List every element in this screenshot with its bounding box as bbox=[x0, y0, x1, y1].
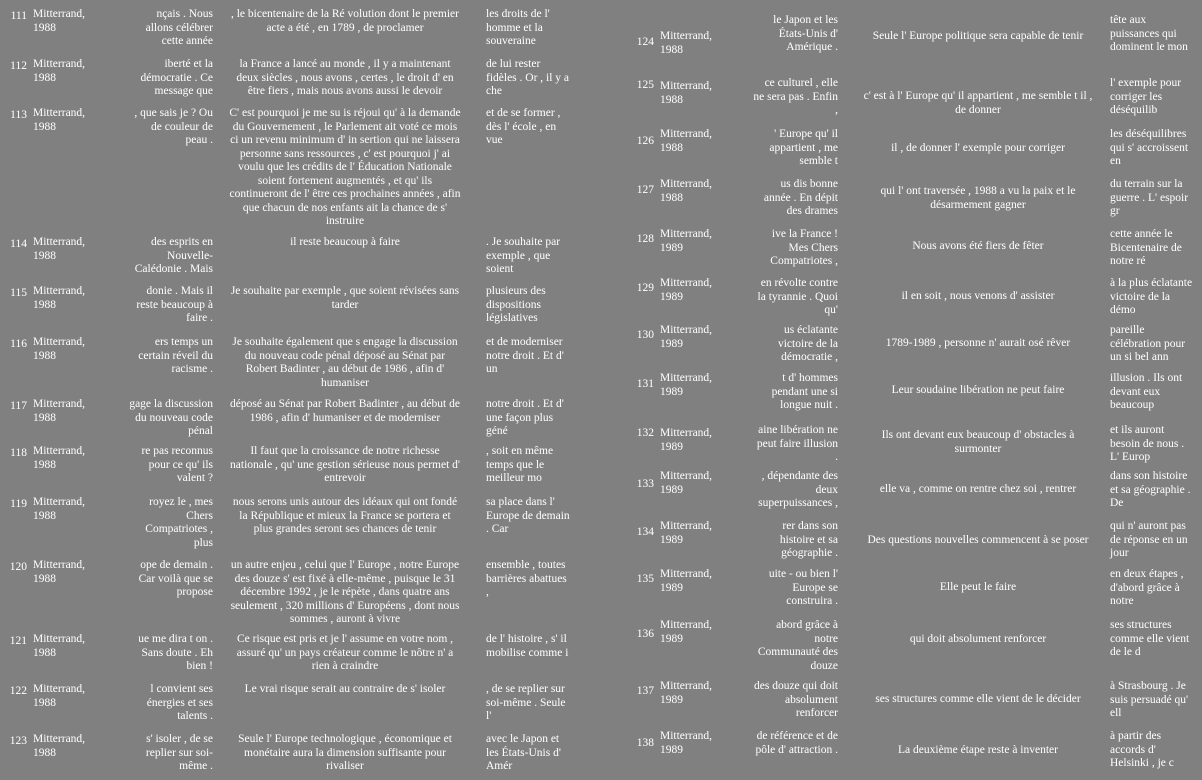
keyword-context: Leur soudaine libération ne peut faire bbox=[891, 384, 1065, 396]
left-context: aine libération ne peut faire illusion . bbox=[756, 424, 838, 463]
author-year: Mitterrand, 1988 bbox=[33, 683, 86, 709]
right-context: tête aux puissances qui dominent le mon bbox=[1110, 14, 1188, 53]
line-number: 121 bbox=[9, 635, 27, 647]
keyword-context: ses structures comme elle vient de le décider bbox=[875, 693, 1081, 705]
left-context: l convient ses énergies et ses talents . bbox=[146, 683, 213, 722]
line-number: 118 bbox=[10, 447, 27, 459]
right-context: dans son histoire et sa géographie . De bbox=[1110, 470, 1191, 509]
line-number: 123 bbox=[9, 735, 27, 747]
right-context: ensemble , toutes barrières abattues , bbox=[486, 559, 567, 598]
left-context: nçais . Nous allons célébrer cette année bbox=[145, 8, 213, 47]
line-number: 127 bbox=[636, 184, 654, 196]
right-context: à Strasbourg . Je suis persuadé qu' ell bbox=[1110, 680, 1189, 719]
line-number: 122 bbox=[9, 685, 27, 697]
line-number: 115 bbox=[10, 287, 27, 299]
left-context: s' isoler , de se replier sur soi- même . bbox=[145, 733, 213, 772]
line-number: 136 bbox=[636, 628, 654, 640]
left-context: us éclatante victoire de la démocratie , bbox=[777, 324, 838, 363]
author-year: Mitterrand, 1989 bbox=[660, 427, 713, 453]
keyword-context: un autre enjeu , celui que l' Europe , notre Europe des douze s' est fixé à elle-même , puisque le 31 décembre 1992 , je le répète , dans quatre ans seulement , 320 millions d' Européens , dont nous sommes , auront à vivre bbox=[230, 559, 460, 625]
keyword-context: la France a lancé au monde , il y a maintenant deux siècles , nous avons , certes , le droit d' en être fiers , mais nous avons aussi le devoir bbox=[236, 58, 454, 97]
author-year: Mitterrand, 1988 bbox=[33, 8, 86, 34]
author-year: Mitterrand, 1989 bbox=[660, 372, 713, 398]
left-context: des esprits en Nouvelle- Calédonie . Mais bbox=[134, 236, 213, 275]
author-year: Mitterrand, 1988 bbox=[33, 285, 86, 311]
author-year: Mitterrand, 1988 bbox=[33, 107, 86, 133]
right-context: les droits de l' homme et la souveraine bbox=[486, 8, 550, 47]
author-year: Mitterrand, 1988 bbox=[660, 178, 713, 204]
keyword-context: Des questions nouvelles commencent à se poser bbox=[867, 534, 1089, 546]
line-number: 130 bbox=[636, 329, 654, 341]
left-context: uite - ou bien l' Europe se construira . bbox=[768, 568, 838, 607]
keyword-context: qui doit absolument renforcer bbox=[909, 633, 1047, 645]
line-number: 132 bbox=[636, 427, 654, 439]
author-year: Mitterrand, 1989 bbox=[660, 680, 713, 706]
line-number: 126 bbox=[636, 135, 654, 147]
left-context: , dépendante des deux superpuissances , bbox=[758, 470, 838, 509]
author-year: Mitterrand, 1989 bbox=[660, 277, 713, 303]
keyword-context: il , de donner l' exemple pour corriger bbox=[891, 142, 1065, 154]
keyword-context: Seule l' Europe technologique , économique et monétaire aura la dimension suffisante pour rivaliser bbox=[238, 733, 452, 772]
keyword-context: , le bicentenaire de la Ré volution dont le premier acte a été , en 1789 , de proclamer bbox=[230, 8, 459, 34]
left-context: des douze qui doit absolument renforcer bbox=[754, 680, 838, 719]
right-context: les déséquilibres qui s' accroissent en bbox=[1110, 128, 1189, 167]
author-year: Mitterrand, 1988 bbox=[33, 496, 86, 522]
right-context: pareille célébration pour un si bel ann bbox=[1110, 324, 1186, 363]
line-number: 112 bbox=[10, 60, 27, 72]
right-context: . Je souhaite par exemple , que soient bbox=[486, 236, 561, 275]
keyword-context: La deuxième étape reste à inventer bbox=[898, 744, 1058, 756]
right-context: cette année le Bicentenaire de notre ré bbox=[1110, 228, 1182, 267]
line-number: 119 bbox=[10, 498, 27, 510]
keyword-context: C' est pourquoi je me su is réjoui qu' à la demande du Gouvernement , le Parlement ait voté ce mois ci un revenu minimum d' in sertion qui ne laissera personne sans ressources , c' est pourquoi j' ai voulu que les crédits de l' Éducation Nationale soient fortement augmentés , et qu' ils continueront de l' être ces prochaines années , afin que chacun de nos enfants ait la chance de s' instruire bbox=[229, 107, 461, 227]
keyword-context: Ils ont devant eux beaucoup d' obstacles à surmonter bbox=[881, 429, 1075, 455]
right-context: à partir des accords d' Helsinki , je c bbox=[1110, 730, 1174, 769]
right-context: , de se replier sur soi-même . Seule l' bbox=[486, 683, 566, 722]
keyword-context: Seule l' Europe politique sera capable de tenir bbox=[872, 30, 1084, 42]
keyword-context: nous serons unis autour des idéaux qui ont fondé la République et mieux la France se portera et plus grandes seront ses chances de tenir bbox=[232, 496, 458, 535]
author-year: Mitterrand, 1988 bbox=[33, 633, 86, 659]
author-year: Mitterrand, 1988 bbox=[33, 336, 86, 362]
right-context: , soit en même temps que le meilleur mo bbox=[486, 445, 554, 484]
author-year: Mitterrand, 1989 bbox=[660, 470, 713, 496]
line-number: 131 bbox=[636, 378, 654, 390]
author-year: Mitterrand, 1989 bbox=[660, 324, 713, 350]
author-year: Mitterrand, 1988 bbox=[33, 559, 86, 585]
left-context: , que sais je ? Ou de couleur de peau . bbox=[134, 107, 213, 146]
right-context: illusion . Ils ont devant eux beaucoup bbox=[1110, 372, 1183, 411]
keyword-context: il en soit , nous venons d' assister bbox=[901, 290, 1055, 302]
left-context: ue me dira t on . Sans doute . Eh bien ! bbox=[138, 633, 213, 672]
left-context: ' Europe qu' il appartient , me semble t bbox=[769, 128, 838, 167]
keyword-context: Nous avons été fiers de fêter bbox=[912, 240, 1044, 252]
line-number: 133 bbox=[636, 478, 654, 490]
line-number: 134 bbox=[636, 526, 654, 538]
author-year: Mitterrand, 1989 bbox=[660, 730, 713, 756]
right-context: plusieurs des dispositions législatives bbox=[486, 285, 546, 324]
line-number: 124 bbox=[636, 36, 654, 48]
keyword-context: c' est à l' Europe qu' il appartient , me semble t il , de donner bbox=[863, 90, 1093, 116]
right-context: en deux étapes , d'abord grâce à notre bbox=[1110, 568, 1184, 607]
right-context: l' exemple pour corriger les déséquilib bbox=[1110, 77, 1182, 116]
right-context: à la plus éclatante victoire de la démo bbox=[1110, 277, 1193, 316]
line-number: 125 bbox=[636, 79, 654, 91]
right-context: qui n' auront pas de réponse en un jour bbox=[1110, 520, 1188, 559]
left-context: de référence et de pôle d' attraction . bbox=[755, 730, 838, 756]
right-context: avec le Japon et les États-Unis d' Amér bbox=[486, 733, 561, 772]
left-context: royez le , mes Chers Compatriotes , plus bbox=[145, 496, 213, 549]
keyword-context: Ce risque est pris et je l' assume en votre nom , assuré qu' un pays créateur comme le nôtre n' a rien à craindre bbox=[236, 633, 454, 672]
left-context: abord grâce à notre Communauté des douze bbox=[757, 619, 838, 672]
line-number: 117 bbox=[10, 400, 27, 412]
left-context: rer dans son histoire et sa géographie . bbox=[779, 520, 838, 559]
author-year: Mitterrand, 1988 bbox=[660, 128, 713, 154]
keyword-context: qui l' ont traversée , 1988 a vu la paix et le désarmement gagner bbox=[880, 185, 1076, 211]
author-year: Mitterrand, 1988 bbox=[660, 30, 713, 56]
left-context: gage la discussion du nouveau code pénal bbox=[129, 398, 213, 437]
right-context: et de se former , dès l' école , en vue bbox=[486, 107, 561, 146]
right-context: du terrain sur la guerre . L' espoir gr bbox=[1110, 178, 1189, 217]
author-year: Mitterrand, 1988 bbox=[33, 733, 86, 759]
author-year: Mitterrand, 1989 bbox=[660, 568, 713, 594]
left-context: ers temps un certain réveil du racisme . bbox=[138, 336, 213, 375]
author-year: Mitterrand, 1988 bbox=[33, 398, 86, 424]
keyword-context: Il faut que la croissance de notre richesse nationale , qu' une gestion sérieuse nous permet d' entrevoir bbox=[230, 445, 460, 484]
right-context: ses structures comme elle vient de le d bbox=[1110, 619, 1190, 658]
line-number: 137 bbox=[636, 685, 654, 697]
line-number: 128 bbox=[636, 233, 654, 245]
keyword-context: Je souhaite par exemple , que soient révisées sans tarder bbox=[230, 285, 460, 311]
line-number: 129 bbox=[636, 282, 654, 294]
right-context: notre droit . Et d' une façon plus géné bbox=[486, 398, 564, 437]
left-context: en révolte contre la tyrannie . Quoi qu' bbox=[757, 277, 838, 316]
line-number: 111 bbox=[10, 10, 27, 22]
keyword-context: Je souhaite également que s engage la discussion du nouveau code pénal déposé au Sénat par Robert Badinter , au début de 1986 , afin d' humaniser bbox=[232, 336, 458, 389]
right-context: de lui rester fidèles . Or , il y a che bbox=[486, 58, 570, 97]
left-context: us dis bonne année . En dépit des drames bbox=[763, 178, 838, 217]
keyword-context: Elle peut le faire bbox=[939, 581, 1017, 593]
author-year: Mitterrand, 1989 bbox=[660, 228, 713, 254]
left-context: ope de demain . Car voilà que se propose bbox=[138, 559, 213, 598]
keyword-context: elle va , comme on rentre chez soi , rentrer bbox=[879, 483, 1077, 495]
author-year: Mitterrand, 1989 bbox=[660, 520, 713, 546]
keyword-context: il reste beaucoup à faire bbox=[290, 236, 400, 248]
keyword-context: Le vrai risque serait au contraire de s' isoler bbox=[244, 683, 446, 695]
right-context: de l' histoire , s' il mobilise comme i bbox=[486, 633, 569, 659]
author-year: Mitterrand, 1988 bbox=[33, 58, 86, 84]
left-context: re pas reconnus pour ce qu' ils valent ? bbox=[141, 445, 213, 484]
author-year: Mitterrand, 1988 bbox=[33, 445, 86, 471]
right-context: et ils auront besoin de nous . L' Europ bbox=[1110, 424, 1185, 463]
keyword-context: déposé au Sénat par Robert Badinter , au début de 1986 , afin d' humaniser et de moderniser bbox=[230, 398, 460, 424]
author-year: Mitterrand, 1988 bbox=[660, 80, 713, 106]
left-context: iberté et la démocratie . Ce message que bbox=[140, 58, 213, 97]
line-number: 113 bbox=[10, 109, 27, 121]
line-number: 138 bbox=[636, 737, 654, 749]
left-context: ive la France ! Mes Chers Compatriotes , bbox=[770, 228, 838, 267]
line-number: 135 bbox=[636, 573, 654, 585]
left-context: donie . Mais il reste beaucoup à faire . bbox=[136, 285, 213, 324]
author-year: Mitterrand, 1988 bbox=[33, 236, 86, 262]
left-context: t d' hommes pendant une si longue nuit . bbox=[771, 372, 838, 411]
line-number: 114 bbox=[10, 238, 27, 250]
left-context: le Japon et les États-Unis d' Amérique . bbox=[773, 14, 838, 53]
left-context: ce culturel , elle ne sera pas . Enfin , bbox=[753, 77, 838, 116]
line-number: 120 bbox=[9, 561, 27, 573]
line-number: 116 bbox=[10, 338, 27, 350]
keyword-context: 1789-1989 , personne n' aurait osé rêver bbox=[885, 337, 1071, 349]
right-context: sa place dans l' Europe de demain . Car bbox=[486, 496, 570, 535]
right-context: et de moderniser notre droit . Et d' un bbox=[486, 336, 564, 375]
author-year: Mitterrand, 1989 bbox=[660, 619, 713, 645]
